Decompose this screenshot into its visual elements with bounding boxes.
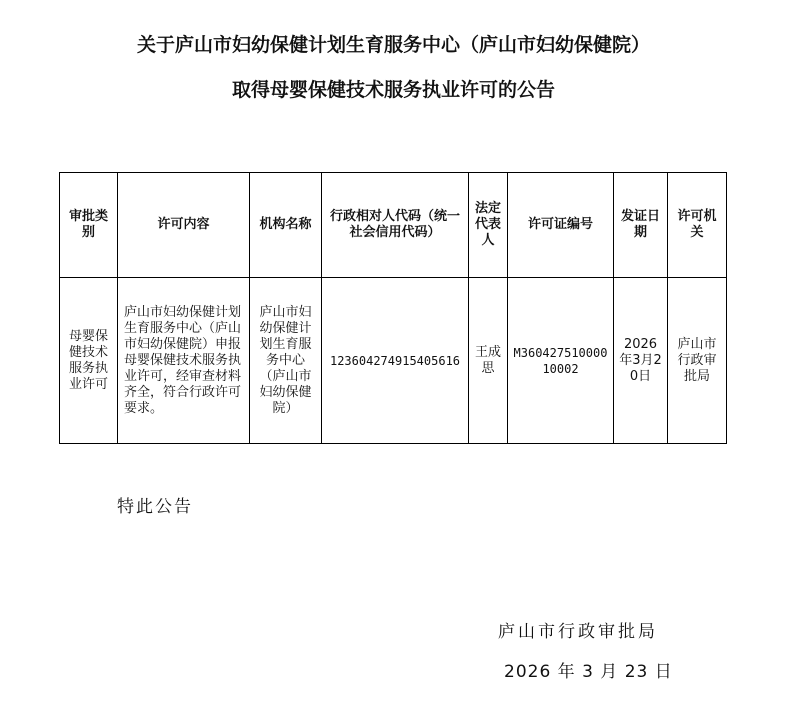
- table-row: [60, 278, 727, 444]
- cell-org-name: 庐山市妇幼保健计划生育服务中心（庐山市妇幼保健院）: [250, 278, 322, 444]
- issue-date-footer: 2026 年 3 月 23 日: [504, 662, 673, 682]
- closing-text: 特此公告: [117, 497, 193, 517]
- cell-content: 庐山市妇幼保健计划生育服务中心（庐山市妇幼保健院）申报母婴保健技术服务执业许可，经审查材料齐全，符合行政许可要求。: [118, 278, 250, 444]
- cell-license-no: M36042751000010002: [508, 278, 614, 444]
- cell-legal-rep: 王成思: [469, 278, 508, 444]
- cell-authority: 庐山市行政审批局: [668, 278, 727, 444]
- header-legal-rep: 法定代表人: [469, 173, 508, 278]
- cell-issue-date: 2026年3月20日: [614, 278, 668, 444]
- header-authority: 许可机关: [668, 173, 727, 278]
- header-content: 许可内容: [118, 173, 250, 278]
- header-license-no: 许可证编号: [508, 173, 614, 278]
- header-credit-code: 行政相对人代码（统一社会信用代码）: [322, 173, 469, 278]
- cell-approval-type: 母婴保健技术服务执业许可: [60, 278, 118, 444]
- cell-credit-code: 123604274915405616: [322, 278, 469, 444]
- header-org-name: 机构名称: [250, 173, 322, 278]
- license-notice-table: [59, 172, 727, 444]
- notice-title-line-2: 取得母婴保健技术服务执业许可的公告: [231, 79, 555, 101]
- table-header-row: [60, 173, 727, 278]
- issuer-signature: 庐山市行政审批局: [498, 622, 658, 642]
- header-approval-type: 审批类别: [60, 173, 118, 278]
- notice-title-line-1: 关于庐山市妇幼保健计划生育服务中心（庐山市妇幼保健院）: [136, 34, 650, 56]
- header-issue-date: 发证日期: [614, 173, 668, 278]
